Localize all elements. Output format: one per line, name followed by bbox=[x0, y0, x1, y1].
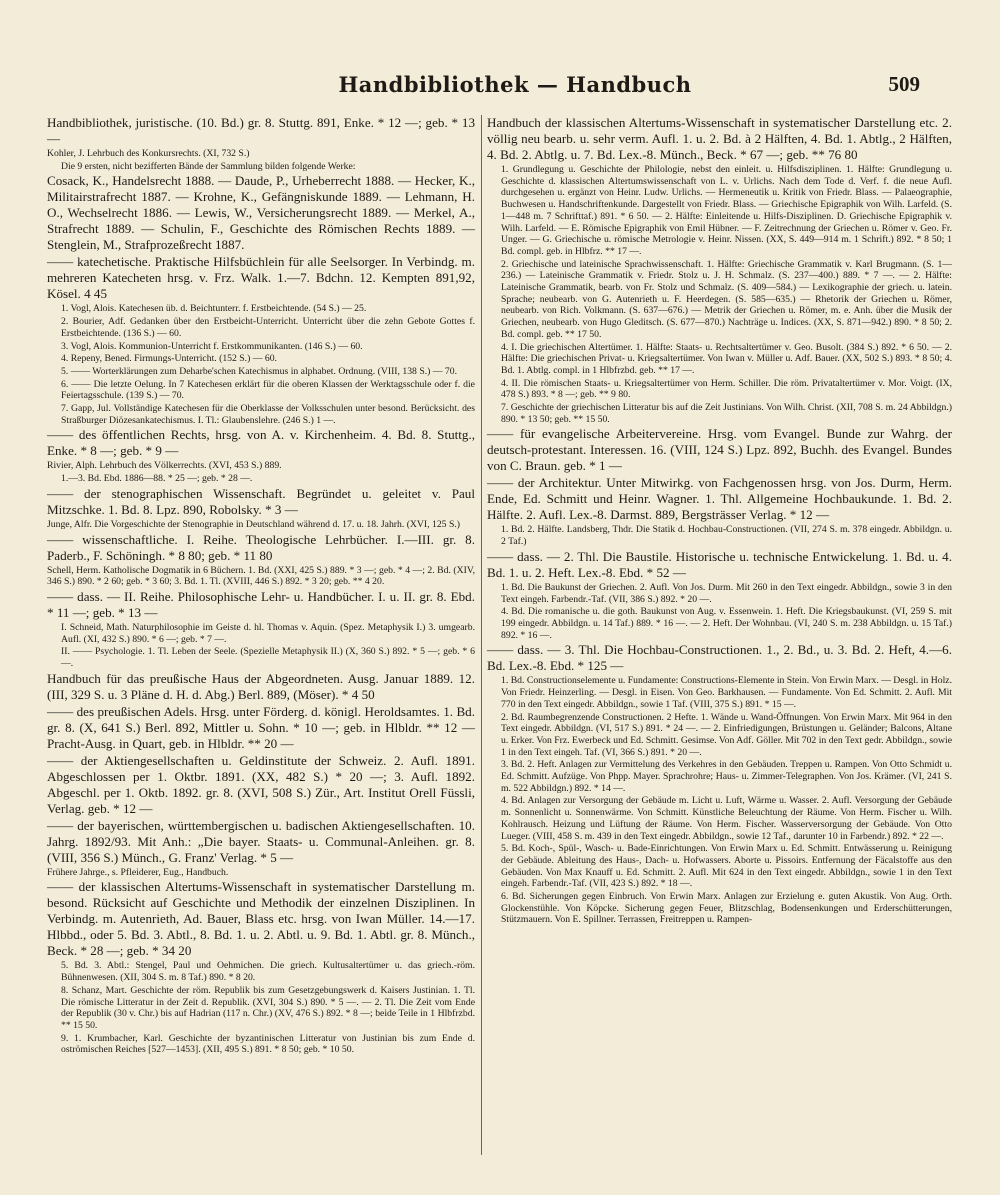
subentry-paragraph: 6. —— Die letzte Oelung. In 7 Katechesen erklärt für die oberen Klassen der Werktagsschule oder f. die Feiertagsschule. (139 S.) — 70. bbox=[61, 378, 475, 402]
entry-paragraph: —— der Architektur. Unter Mitwirkg. von Fachgenossen hrsg. von Jos. Durm, Herm. Ende, Ed. Schmitt und Heinr. Wagner. 1. Thl. Allgemeine Hochbaukunde. 1. Bd. 2. Hälfte. 2. Aufl. Lex.-8. Darmst. 889, Bergsträsser Verlag. * 12 — bbox=[487, 475, 952, 523]
subentry-paragraph: Schell, Herm. Katholische Dogmatik in 6 Büchern. 1. Bd. (XXI, 425 S.) 889. * 3 —; geb. * 4 —; 2. Bd. (XIV, 346 S.) 890. * 2 60; geb. * 3 60; 3. Bd. 1. Tl. (XVIII, 446 S.) 892. * 3 20; geb. ** 4 20. bbox=[47, 564, 475, 588]
subentry-paragraph: 1. Grundlegung u. Geschichte der Philologie, nebst den einleit. u. Hilfsdisziplinen. 1. Hälfte: Grundlegung u. Geschichte d. klassischen Altertumswissenschaft von L. v. Urlichs. Nach dem Tode d. Verf. f. die neue Aufl. durchgesehen u. ergänzt von Heinr. Ludw. Urlichs. — Hermeneutik u. Kritik von Friedr. Blass. — Palaeographie, Buchwesen u. Handschriftenkunde. Dargestellt von Friedr. Blass. — Griechische Epigraphik von Wilh. Larfeld. (S. 1—448 m. 7 Schrifttaf.) 891. * 6 50. — 2. Hälfte: Einleitende u. Hilfs-Disziplinen. D. Griechische Epigraphik v. Wilh. Larfeld. — E. Römische Epigraphik von Emil Hübner. — F. Zeitrechnung der Griechen u. Römer v. Geo. Fr. Unger. — G. Griechische u. römische Metrologie v. Heinr. Nissen. (XX, S. 449—914 m. 1 Schrift.) 892. * 8 50; 1 Bd. compl. geb. in Hlbfrz. ** 17 —. bbox=[501, 164, 952, 257]
subentry-paragraph: 4. II. Die römischen Staats- u. Kriegsaltertümer von Herm. Schiller. Die röm. Privataltertümer v. Mor. Voigt. (IX, 478 S.) 893. * 8 —; geb. ** 9 80. bbox=[501, 377, 952, 401]
entry-paragraph: —— dass. — II. Reihe. Philosophische Lehr- u. Handbücher. I. u. II. gr. 8. Ebd. * 11 —; geb. * 13 — bbox=[47, 588, 475, 620]
entry-paragraph: —— für evangelische Arbeitervereine. Hrsg. vom Evangel. Bunde zur Wahrg. der deutsch-protestant. Interessen. 16. (VIII, 124 S.) Lpz. 892, Buchh. des Evangel. Bundes von C. Braun. geb. * 1 — bbox=[487, 426, 952, 474]
subentry-paragraph: 8. Schanz, Mart. Geschichte der röm. Republik bis zum Gesetzgebungswerk d. Kaisers Justinian. 1. Tl. Die römische Litteratur in der Zeit d. Republik. (XVI, 304 S.) 890. * 5 —. — 2. Tl. Die Zeit vom Ende der Republik (30 v. Chr.) bis auf Hadrian (117 n. Chr.) (XV, 476 S.) 892. * 8 —; beide Teile in 1 Hlbfrzbd. ** 15 50. bbox=[61, 984, 475, 1031]
subentry-paragraph: Die 9 ersten, nicht bezifferten Bände der Sammlung bilden folgende Werke: bbox=[61, 160, 356, 172]
subentry-paragraph: 5. —— Worterklärungen zum Deharbe'schen Katechismus in alphabet. Ordnung. (VIII, 138 S.) — 70. bbox=[61, 365, 457, 377]
subentry-paragraph: 4. Bd. Anlagen zur Versorgung der Gebäude m. Licht u. Luft, Wärme u. Wasser. 2. Aufl. Versorgung der Gebäude m. Sonnenlicht u. Sonnenwärme. Von Schmitt. Künstliche Beleuchtung der Räume. Von Herm. Fischer u. Wilh. Kohlrausch. Heizung und Lüftung der Räume. Von Herm. Fischer. Wasserversorgung der Gebäude. Von Otto Lueger. (VIII, 458 S. m. 439 in den Text eingedr. Abbildgn., sowie 12 Taf., darunter 10 in Farbendr.) 892. * 22 —. bbox=[501, 795, 952, 842]
subentry-paragraph: 4. Bd. Die romanische u. die goth. Baukunst von Aug. v. Essenwein. 1. Heft. Die Kriegsbaukunst. (VI, 259 S. mit 199 eingedr. Abbildgn. u. 14 Taf.) 889. * 16 —. — 2. Heft. Der Wohnbau. (VI, 240 S. m. 238 Abbildgn. u. 15 Taf.) 892. * 16 —. bbox=[501, 606, 952, 641]
subentry-paragraph: 7. Geschichte der griechischen Litteratur bis auf die Zeit Justinians. Von Wilh. Christ. (XII, 708 S. m. 24 Abbildgn.) 890. * 13 50; geb. ** 15 50. bbox=[501, 402, 952, 425]
subentry-paragraph: Kohler, J. Lehrbuch des Konkursrechts. (XI, 732 S.) bbox=[47, 148, 250, 159]
subentry-paragraph: 4. I. Die griechischen Altertümer. 1. Hälfte: Staats- u. Rechtsaltertümer v. Geo. Busolt. (384 S.) 892. * 6 50. — 2. Hälfte: Die griechischen Privat- u. Kriegsaltertümer. Von Iwan v. Müller u. Adf. Bauer. (XX, 502 S.) 893. * 8 50; 4. Bd. 1. Abtlg. compl. in 1 Hlbfrzbd. geb. ** 17 —. bbox=[501, 341, 952, 376]
column-divider bbox=[481, 115, 482, 1155]
subentry-paragraph: 3. Vogl, Alois. Kommunion-Unterricht f. Erstkommunikanten. (146 S.) — 60. bbox=[61, 340, 363, 352]
page-number: 509 bbox=[888, 72, 920, 96]
subentry-paragraph: 5. Bd. Koch-, Spül-, Wasch- u. Bade-Einrichtungen. Von Erwin Marx u. Ed. Schmitt. Entwässerung u. Reinigung der Gebäude. Ableitung des Haus-, Dach- u. Hofwassers. Aborte u. Pissoirs. Entfernung der Fäcalstoffe aus den Gebäuden. Von Max Knauff u. Ed. Schmitt. 2. Aufl. Mit 624 in den Text eingedr. Abbildgn., sowie 1 in den Text eingeh. Farbendr.-Taf. (VII, 423 S.) 892. * 18 —. bbox=[501, 843, 952, 890]
subentry-paragraph: 4. Repeny, Bened. Firmungs-Unterricht. (152 S.) — 60. bbox=[61, 353, 277, 365]
entry-paragraph: —— der stenographischen Wissenschaft. Begründet u. geleitet v. Paul Mitzschke. 1. Bd. 8. Lpz. 890, Robolsky. * 3 — bbox=[47, 485, 475, 517]
left-column bbox=[47, 115, 475, 1057]
subentry-paragraph: Junge, Alfr. Die Vorgeschichte der Stenographie in Deutschland während d. 17. u. 18. Jahrh. (XVI, 125 S.) bbox=[47, 518, 460, 530]
entry-paragraph: —— dass. — 3. Thl. Die Hochbau-Constructionen. 1., 2. Bd., u. 3. Bd. 2. Heft, 4.—6. Bd. Lex.-8. Ebd. * 125 — bbox=[487, 642, 952, 674]
entry-paragraph: —— wissenschaftliche. I. Reihe. Theologische Lehrbücher. I.—III. gr. 8. Paderb., F. Schöningh. * 8 80; geb. * 11 80 bbox=[47, 531, 475, 563]
subentry-paragraph: II. —— Psychologie. 1. Tl. Leben der Seele. (Spezielle Metaphysik II.) (X, 360 S.) 892. * 5 —; geb. * 6 —. bbox=[61, 646, 475, 670]
right-column bbox=[487, 115, 952, 927]
entry-paragraph: —— des preußischen Adels. Hrsg. unter Förderg. d. königl. Heroldsamtes. 1. Bd. gr. 8. (X, 641 S.) Berl. 892, Mittler u. Sohn. * 10 —; geb. in Hlbldr. ** 12 — Pracht-Ausg. in Quart, geb. in Hlbldr. ** 20 — bbox=[47, 703, 475, 751]
entry-paragraph: Handbuch für das preußische Haus der Abgeordneten. Ausg. Januar 1889. 12. (III, 329 S. u. 3 Pläne d. H. d. Abg.) Berl. 889, (Möser). * 4 50 bbox=[47, 670, 475, 702]
entry-paragraph: —— der Aktiengesellschaften u. Geldinstitute der Schweiz. 2. Aufl. 1891. Abgeschlossen per 1. Oktbr. 1891. (XX, 482 S.) * 20 —; 3. Aufl. 1892. Abgeschl. per 1. Oktb. 1892. gr. 8. (XVI, 508 S.) Zür., Art. Institut Orell Füssli, Verlag. geb. * 12 — bbox=[47, 752, 475, 816]
subentry-paragraph: I. Schneid, Math. Naturphilosophie im Geiste d. hl. Thomas v. Aquin. (Spez. Metaphysik I.) 3. umgearb. Aufl. (XI, 432 S.) 890. * 6 —; geb. * 7 —. bbox=[61, 621, 475, 645]
entry-paragraph: Handbibliothek, juristische. (10. Bd.) gr. 8. Stuttg. 891, Enke. * 12 —; geb. * 13 — bbox=[47, 115, 475, 146]
entry-paragraph: —— katechetische. Praktische Hilfsbüchlein für alle Seelsorger. In Verbindg. m. mehreren Katecheten hrsg. v. Frz. Walk. 1.—7. Bdchn. 12. Kempten 891,92, Kösel. 4 45 bbox=[47, 254, 475, 302]
subentry-paragraph: Frühere Jahrge., s. Pfleiderer, Eug., Handbuch. bbox=[47, 866, 229, 878]
entry-paragraph: —— der klassischen Altertums-Wissenschaft in systematischer Darstellung m. besond. Rücksicht auf Geschichte und Methodik der einzelnen Disziplinen. In Verbindg. m. Autenrieth, Ad. Bauer, Blass etc. hrsg. von Iwan Müller. 14.—17. Hlbbd., oder 5. Bd. 3. Abtl., 8. Bd. 1. u. 2. Abtl. u. 9. Bd. 1. Abtl. gr. 8. Münch., Beck. * 28 —; geb. * 34 20 bbox=[47, 879, 475, 959]
page-title: Handbibliothek — Handbuch bbox=[338, 72, 692, 97]
subentry-paragraph: 1. Bd. Die Baukunst der Griechen. 2. Aufl. Von Jos. Durm. Mit 260 in den Text eingedr. Abbildgn., sowie 3 in den Text eingeh. Farbendr.-Taf. (VII, 386 S.) 892. * 20 —. bbox=[501, 581, 952, 605]
entry-paragraph: —— dass. — 2. Thl. Die Baustile. Historische u. technische Entwickelung. 1. Bd. u. 4. Bd. 1. u. 2. Heft. Lex.-8. Ebd. * 52 — bbox=[487, 548, 952, 580]
entry-paragraph: Cosack, K., Handelsrecht 1888. — Daude, P., Urheberrecht 1888. — Hecker, K., Militairstrafrecht 1887. — Krohne, K., Gefängniskunde 1889. — Lehmann, H. O., Wechselrecht 1886. — Lewis, W., Versicherungsrecht 1889. — Merkel, A., Strafrecht 1889. — Schulin, F., Geschichte des Römischen Rechts 1889. — Stenglein, M., Strafprozeßrecht 1887. bbox=[47, 173, 475, 253]
subentry-paragraph: Rivier, Alph. Lehrbuch des Völkerrechts. (XVI, 453 S.) 889. bbox=[47, 460, 282, 472]
subentry-paragraph: 9. 1. Krumbacher, Karl. Geschichte der byzantinischen Litteratur von Justinian bis zum Ende d. oströmischen Reiches [527—1453]. (XII, 495 S.) 891. * 8 50; geb. * 10 50. bbox=[61, 1032, 475, 1056]
entry-paragraph: —— des öffentlichen Rechts, hrsg. von A. v. Kirchenheim. 4. Bd. 8. Stuttg., Enke. * 8 —; geb. * 9 — bbox=[47, 427, 475, 459]
subentry-paragraph: 5. Bd. 3. Abtl.: Stengel, Paul und Oehmichen. Die griech. Kultusaltertümer u. das griech.-röm. Bühnenwesen. (XII, 304 S. m. 8 Taf.) 890. * 8 20. bbox=[61, 960, 475, 984]
entry-paragraph: Handbuch der klassischen Altertums-Wissenschaft in systematischer Darstellung etc. 2. völlig neu bearb. u. sehr verm. Aufl. 1. u. 2. Bd. à 2 Hälften, 4. Bd. 1. Abtlg., 2 Hälften, 4. Bd. 2. Abtlg. u. 7. Bd. Lex.-8. Münch., Beck. * 67 —; geb. ** 76 80 bbox=[487, 115, 952, 162]
subentry-paragraph: 1. Vogl, Alois. Katechesen üb. d. Beichtunterr. f. Erstbeichtende. (54 S.) — 25. bbox=[61, 303, 367, 315]
subentry-paragraph: 1.—3. Bd. Ebd. 1886—88. * 25 —; geb. * 28 —. bbox=[61, 473, 253, 485]
subentry-paragraph: 1. Bd. 2. Hälfte. Landsberg, Thdr. Die Statik d. Hochbau-Constructionen. (VII, 274 S. m. 378 eingedr. Abbildgn. u. 2 Taf.) bbox=[501, 524, 952, 548]
subentry-paragraph: 2. Bourier, Adf. Gedanken über den Erstbeicht-Unterricht. Unterricht über die zehn Gebote Gottes f. Erstbeichtende. (136 S.) — 60. bbox=[61, 316, 475, 339]
entry-paragraph: —— der bayerischen, württembergischen u. badischen Aktiengesellschaften. 10. Jahrg. 1892/93. Mit Anh.: „Die bayer. Staats- u. Communal-Anleihen. gr. 8. (VIII, 356 S.) Münch., G. Franz' Verlag. * 5 — bbox=[47, 817, 475, 865]
running-head bbox=[110, 72, 920, 102]
subentry-paragraph: 3. Bd. 2. Heft. Anlagen zur Vermittelung des Verkehres in den Gebäuden. Treppen u. Rampen. Von Otto Schmidt u. Ed. Schmitt. Aufzüge. Von Phpp. Mayer. Sprachrohre; Haus- u. Zimmer-Telegraphen. Von Jos. Krämer. (VI, 241 S. m. 522 Abbildgn.) 892. * 14 —. bbox=[501, 759, 952, 794]
subentry-paragraph: 2. Griechische und lateinische Sprachwissenschaft. 1. Hälfte: Griechische Grammatik v. Karl Brugmann. (S. 1—236.) — Lateinische Grammatik v. Friedr. Stolz u. J. H. Schmalz. (S. 237—400.) 889. * 7 —. — 2. Hälfte: Lateinische Grammatik, bearb. von Fr. Stolz und Schmalz. (S. 409—584.) — Lexikographie der griech. u. latein. Sprache; neubearb. von G. Autenrieth u. F. Heerdegen. (S. 585—635.) — Rhetorik der Griechen u. Römer, neubearb. von Rich. Volkmann. (S. 637—676.) — Metrik der Griechen u. Römer, m. e. Anh. über die Musik der Griechen, neubearb. von Hugo Gleditsch. (S. 677—870.) Nachträge u. Indices. (XX, S. 871—942.) 890. * 8 50; 2. Bd. compl. geb. ** 17 50. bbox=[501, 258, 952, 340]
subentry-paragraph: 7. Gapp, Jul. Vollständige Katechesen für die Oberklasse der Volksschulen unter besond. Berücksicht. des Straßburger Diözesankatechismus. I. Tl.: Glaubenslehre. (246 S.) 1 —. bbox=[61, 403, 475, 426]
subentry-paragraph: 2. Bd. Raumbegrenzende Constructionen. 2 Hefte. 1. Wände u. Wand-Öffnungen. Von Erwin Marx. Mit 964 in den Text eingedr. Abbildgn. (VI, 517 S.) 891. * 24 —. — 2. Einfriedigungen, Brüstungen u. Geländer; Balcons, Altane u. Erker. Von Frz. Ewerbeck und Ed. Schmitt. Gesimse. Von Adf. Göller. Mit 702 in den Text gedr. Abbildgn., sowie 1 in den Text eingeh. Taf. (VI, 366 S.) 891. * 20 —. bbox=[501, 711, 952, 758]
subentry-paragraph: 1. Bd. Constructionselemente u. Fundamente: Constructions-Elemente in Stein. Von Erwin Marx. — Desgl. in Holz. Von Friedr. Heinzerling. — Desgl. in Eisen. Von Geo. Barkhausen. — Fundamente. Von Ed. Schmitt. 2. Aufl. Mit 770 in den Text eingedr. Abbildgn., sowie 1 Taf. (VIII, 375 S.) 891. * 15 —. bbox=[501, 675, 952, 710]
subentry-paragraph: 6. Bd. Sicherungen gegen Einbruch. Von Erwin Marx. Anlagen zur Erzielung e. guten Akustik. Von Aug. Orth. Glockenstühle. Von Köpcke. Sicherung gegen Feuer, Blitzschlag, Bodensenkungen und Erderschütterungen, Stützmauern. Von E. Spillner. Terrassen, Freitreppen u. Rampen- bbox=[501, 891, 952, 926]
